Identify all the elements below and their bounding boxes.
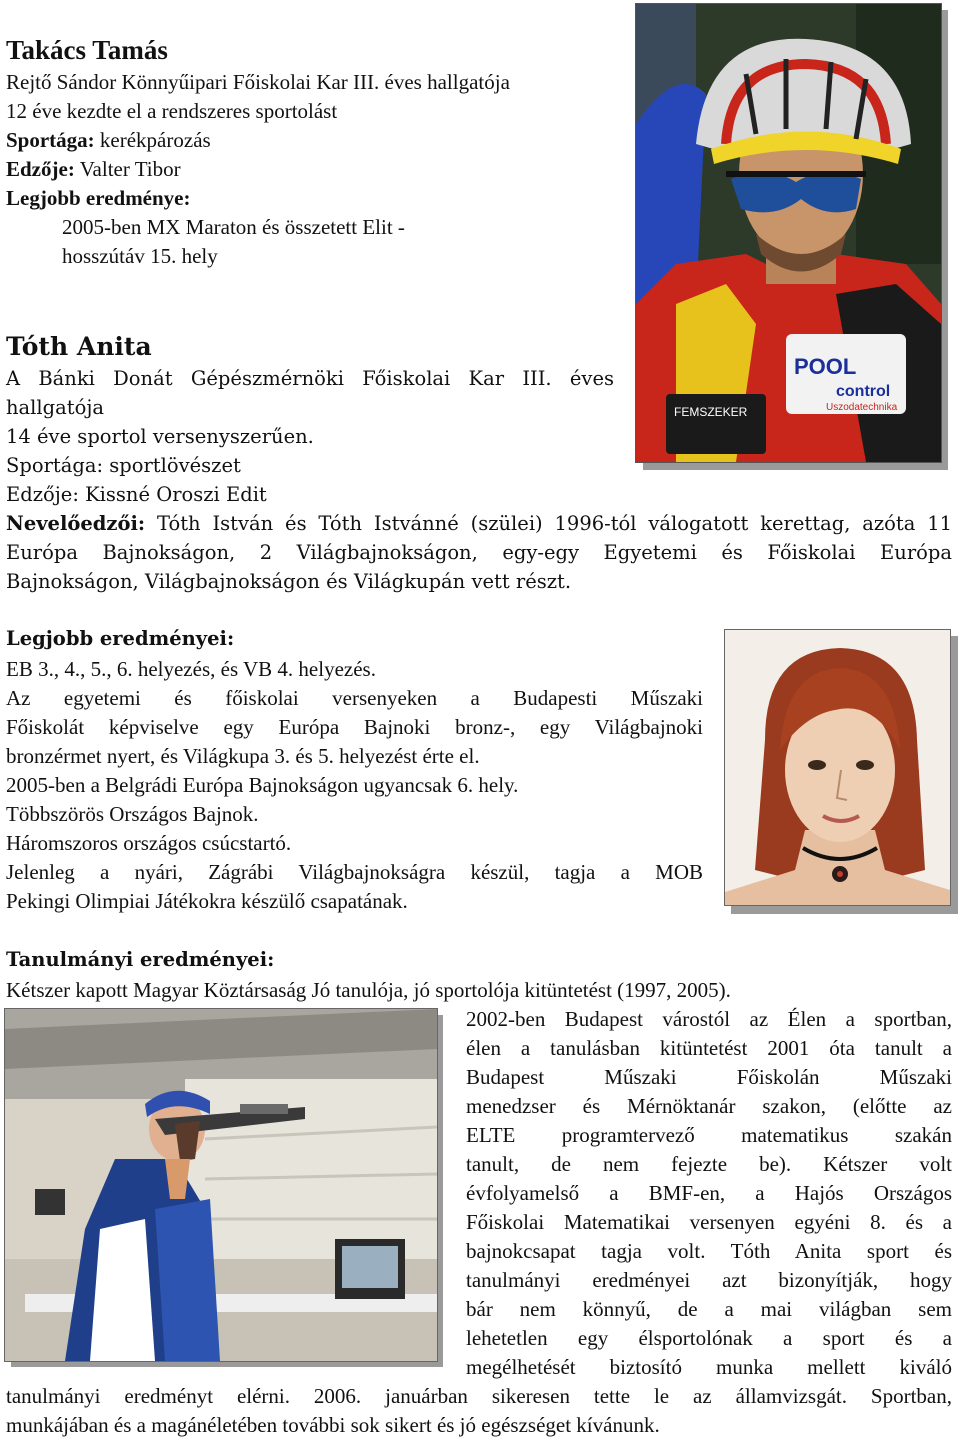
- text-line: Pekingi Olimpiai Játékokra készülő csapatának.: [6, 889, 408, 913]
- best-results-label: Legjobb eredményei:: [6, 627, 235, 650]
- text-line: menedzser és Mérnöktanár szakon, (előtte az: [466, 1094, 952, 1118]
- text-line: Többszörös Országos Bajnok.: [6, 802, 259, 826]
- text-line: élen a tanulásban kitüntetést 2001 óta tanult a: [466, 1036, 952, 1060]
- photo-portrait: [724, 629, 951, 906]
- text-line: bár nem könnyű, de a mai világban sem: [466, 1297, 952, 1321]
- text-line: lehetetlen egy élsportolónak a sport és a: [466, 1326, 952, 1350]
- sport-value: kerékpározás: [99, 128, 211, 152]
- text-line: EB 3., 4., 5., 6. helyezés, és VB 4. helyezés.: [6, 657, 376, 681]
- text-line: tanult, de nem fejezte be). Kétszer volt: [466, 1152, 952, 1176]
- text-line: munkájában és a magánéletében további sok sikert és jó egészséget kívánunk.: [6, 1413, 660, 1437]
- coach-value: Valter Tibor: [79, 157, 181, 181]
- text-line: Kétszer kapott Magyar Köztársaság Jó tanulója, jó sportolója kitüntetést (1997, 2005).: [6, 978, 731, 1002]
- sport-row: [6, 126, 211, 155]
- text-line: megélhetését biztosító munka mellett kiváló: [466, 1355, 952, 1379]
- coach-row: [6, 480, 267, 509]
- text-line: 2005-ben MX Maraton és összetett Elit -: [62, 215, 405, 239]
- jersey-text-control: control: [836, 383, 891, 400]
- best-label: Legjobb eredménye:: [6, 186, 191, 210]
- jersey-text-sub: Uszodatechnika: [826, 402, 898, 413]
- photo-cyclist: [635, 3, 942, 463]
- sport-label: Sportága:: [6, 128, 95, 152]
- text-line: Háromszoros országos csúcstartó.: [6, 831, 292, 855]
- person-name-toth: Tóth Anita: [6, 332, 152, 361]
- text-line: hallgatója: [6, 396, 105, 419]
- text-line: tanulmányi eredményt elérni. 2006. januárban sikeresen tette le az államvizsgát. Sportban,: [6, 1384, 952, 1408]
- text-line: évfolyamelső a BMF-en, a Hajós Országos: [466, 1181, 952, 1205]
- text-line: Rejtő Sándor Könnyűipari Főiskolai Kar III. éves hallgatója: [6, 70, 510, 94]
- text-line: 2005-ben a Belgrádi Európa Bajnokságon ugyancsak 6. hely.: [6, 773, 519, 797]
- sport-label: Sportága:: [6, 454, 104, 477]
- text-line: Bajnokságon, Világbajnokságon és Világkupán vett részt.: [6, 570, 572, 593]
- jersey-text-femszeker: FEMSZEKER: [674, 405, 748, 419]
- jersey-text-pool: POOL: [794, 354, 857, 379]
- text-line: Budapest Műszaki Főiskolán Műszaki: [466, 1065, 952, 1089]
- text-line: Főiskolai Matematikai versenyen egyéni 8. és a: [466, 1210, 952, 1234]
- text-line: Európa Bajnokságon, 2 Világbajnokságon, egy-egy Egyetemi és Főiskolai Európa: [6, 541, 952, 564]
- text-line: Jelenleg a nyári, Zágrábi Világbajnokságra készül, tagja a MOB: [6, 860, 703, 884]
- text-line: hosszútáv 15. hely: [62, 244, 218, 268]
- coach-value: Kissné Oroszi Edit: [85, 483, 267, 506]
- text-line: 2002-ben Budapest várostól az Élen a sportban,: [466, 1007, 952, 1031]
- coach-row: [6, 155, 181, 184]
- coach-label: Edzője:: [6, 483, 79, 506]
- photo-shooter: [4, 1008, 438, 1362]
- text-line: 14 éve sportol versenyszerűen.: [6, 425, 314, 448]
- text-line: bajnokcsapat tagja volt. Tóth Anita sport és: [466, 1239, 952, 1263]
- nevelo-row: [6, 509, 952, 538]
- sport-value: sportlövészet: [109, 454, 241, 477]
- text-line: A Bánki Donát Gépészmérnöki Főiskolai Kar III. éves: [6, 367, 614, 390]
- text-line: Az egyetemi és főiskolai versenyeken a Budapesti Műszaki: [6, 686, 703, 710]
- person-name-takacs: Takács Tamás: [6, 35, 168, 65]
- coach-label: Edzője:: [6, 157, 75, 181]
- text-line: ELTE programtervező matematikus szakán: [466, 1123, 952, 1147]
- nevelo-label: Nevelőedzői:: [6, 512, 146, 535]
- text-line: Főiskolát képviselve egy Európa Bajnoki bronz-, egy Világbajnoki: [6, 715, 703, 739]
- text-line: tanulmányi eredményei azt bizonyítják, hogy: [466, 1268, 952, 1292]
- nevelo-value: Tóth István és Tóth Istvánné (szülei) 1996-tól válogatott kerettag, azóta 11: [156, 512, 953, 535]
- study-results-label: Tanulmányi eredményei:: [6, 948, 275, 971]
- sport-row: [6, 451, 241, 480]
- text-line: 12 éve kezdte el a rendszeres sportolást: [6, 99, 338, 123]
- text-line: bronzérmet nyert, és Világkupa 3. és 5. helyezést érte el.: [6, 744, 480, 768]
